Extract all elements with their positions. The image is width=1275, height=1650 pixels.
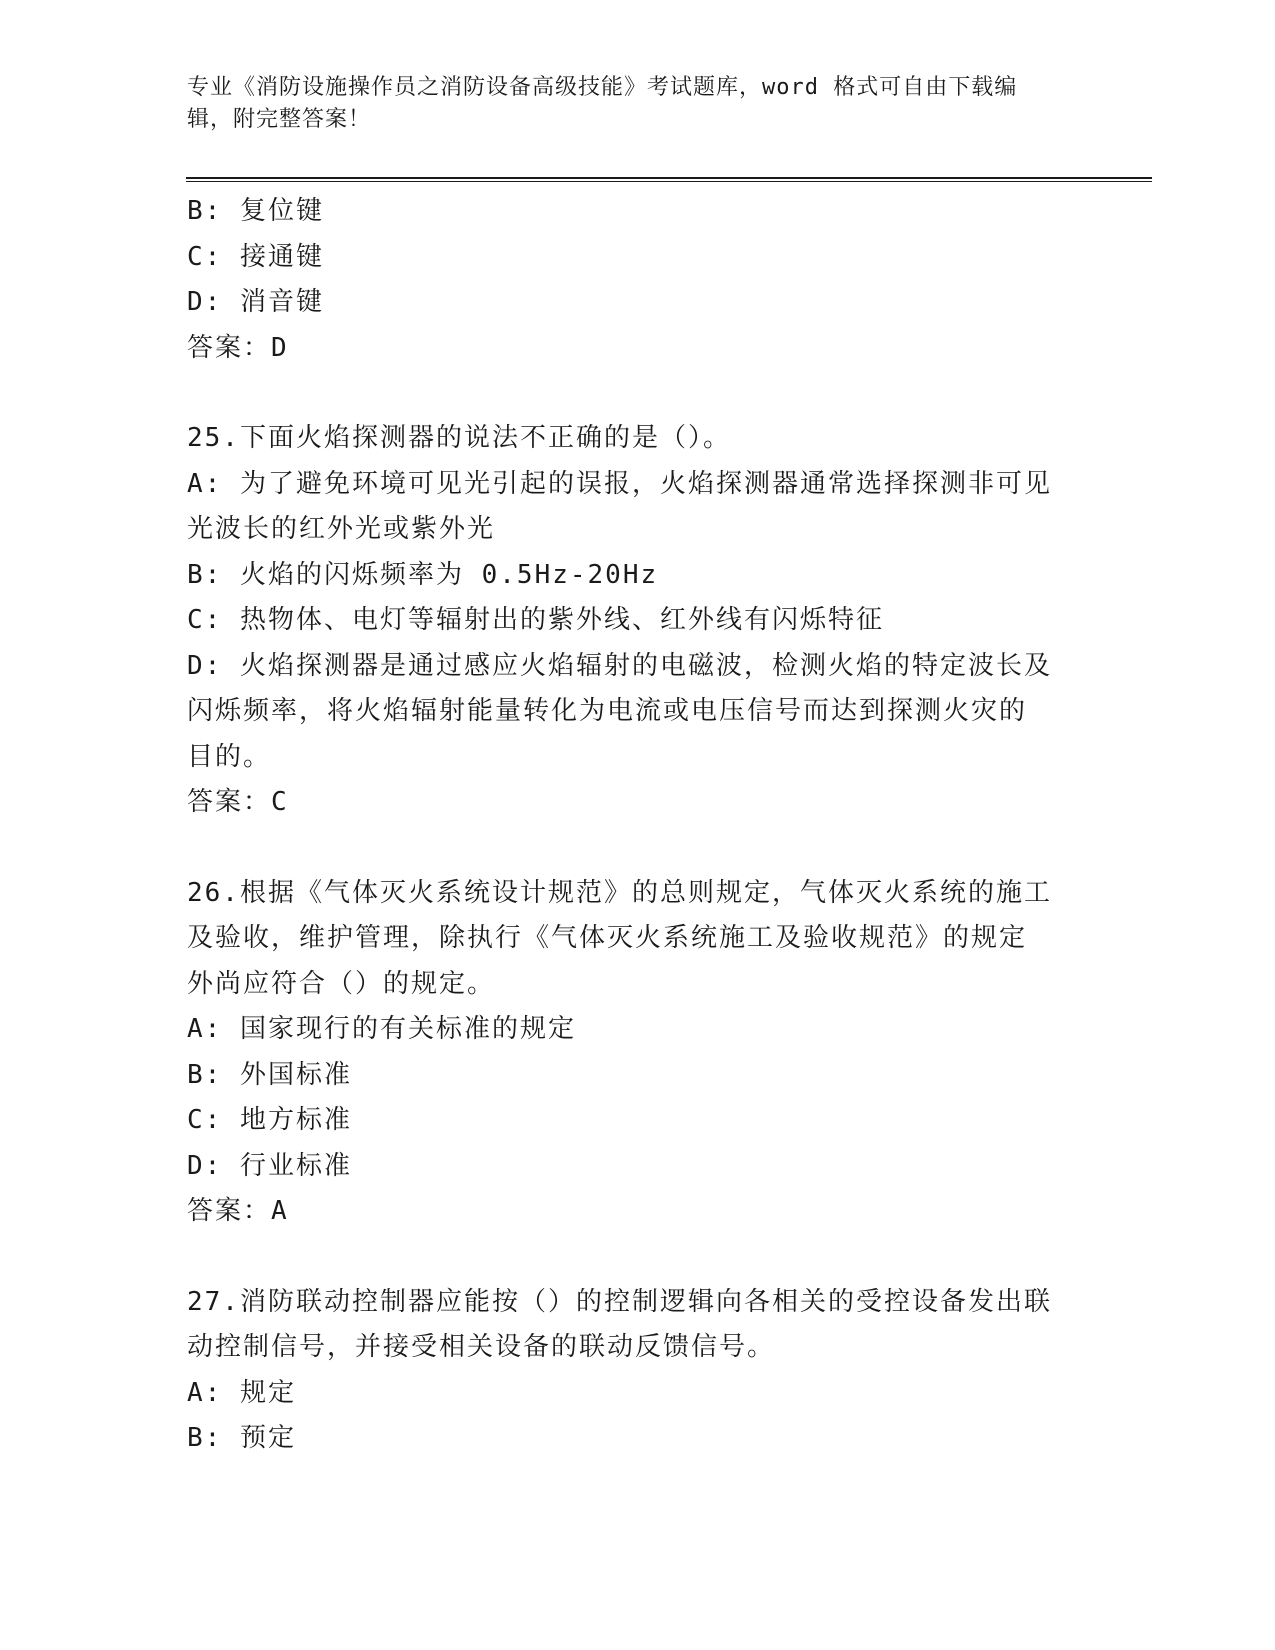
- option-d: D: 火焰探测器是通过感应火焰辐射的电磁波，检测火焰的特定波长及: [187, 650, 1052, 681]
- option-b: B: 外国标准: [187, 1059, 352, 1090]
- option-d: D: 消音键: [187, 287, 324, 317]
- option-b: B: 火焰的闪烁频率为 0.5Hz-20Hz: [187, 559, 659, 590]
- question-stem-continued: 动控制信号，并接受相关设备的联动反馈信号。: [187, 1332, 776, 1362]
- option-c: C: 地方标准: [187, 1105, 352, 1135]
- document-header: [187, 72, 1067, 136]
- question-stem: 26.根据《气体灭火系统设计规范》的总则规定，气体灭火系统的施工: [187, 877, 1052, 908]
- question-24: [187, 189, 1067, 371]
- option-a: A: 规定: [187, 1377, 296, 1408]
- question-stem: 27.消防联动控制器应能按（）的控制逻辑向各相关的受控设备发出联: [187, 1286, 1052, 1317]
- question-stem-continued: 外尚应符合（）的规定。: [187, 968, 496, 999]
- option-c: C: 热物体、电灯等辐射出的紫外线、红外线有闪烁特征: [187, 605, 884, 635]
- question-27: [187, 1280, 1067, 1462]
- option-b: B: 预定: [187, 1423, 296, 1453]
- header-divider-thin: [186, 181, 1152, 182]
- question-26: [187, 871, 1067, 1235]
- spacer: [187, 371, 1067, 416]
- header-line-2: 辑，附完整答案！: [187, 107, 372, 132]
- header-line-1: 专业《消防设施操作员之消防设备高级技能》考试题库，word 格式可自由下载编: [187, 75, 1018, 100]
- option-d: D: 行业标准: [187, 1150, 352, 1181]
- spacer: [187, 1235, 1067, 1280]
- answer: 答案：D: [187, 332, 289, 363]
- spacer: [187, 826, 1067, 871]
- option-d-continued: 闪烁频率，将火焰辐射能量转化为电流或电压信号而达到探测火灾的: [187, 696, 1028, 726]
- header-divider-thick: [186, 177, 1152, 179]
- option-a: A: 为了避免环境可见光引起的误报，火焰探测器通常选择探测非可见: [187, 468, 1052, 499]
- answer: 答案：A: [187, 1196, 289, 1226]
- option-c: C: 接通键: [187, 241, 324, 272]
- answer: 答案：C: [187, 787, 289, 817]
- option-b: B: 复位键: [187, 196, 324, 226]
- option-d-continued: 目的。: [187, 741, 272, 772]
- question-stem-continued: 及验收，维护管理，除执行《气体灭火系统施工及验收规范》的规定: [187, 923, 1028, 953]
- question-25: [187, 416, 1067, 826]
- option-a-continued: 光波长的红外光或紫外光: [187, 514, 496, 544]
- question-stem: 25.下面火焰探测器的说法不正确的是（）。: [187, 423, 731, 453]
- option-a: A: 国家现行的有关标准的规定: [187, 1014, 576, 1044]
- question-list: [187, 189, 1067, 1462]
